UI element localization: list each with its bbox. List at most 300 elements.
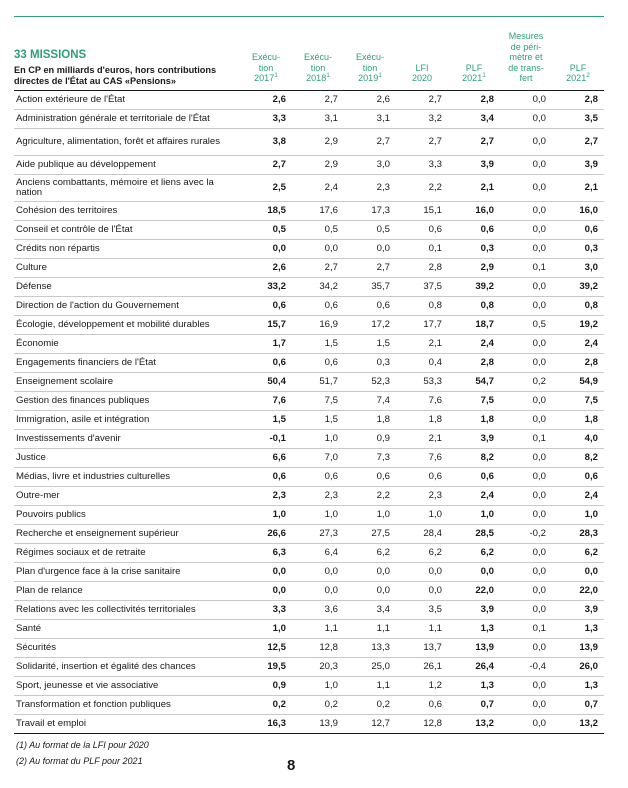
value-cell: 2,6: [240, 258, 292, 277]
value-cell: 6,4: [292, 543, 344, 562]
table-row: [14, 201, 604, 220]
column-label: Exécu- tion 2017: [251, 52, 280, 83]
value-cell: 2,3: [240, 486, 292, 505]
value-cell: 1,2: [396, 676, 448, 695]
table-row: [14, 109, 604, 128]
value-cell: 35,7: [344, 277, 396, 296]
value-cell: 0,3: [552, 239, 604, 258]
value-cell: 3,3: [396, 155, 448, 174]
column-header: [500, 22, 552, 90]
value-cell: 0,0: [500, 220, 552, 239]
value-cell: 0,0: [240, 581, 292, 600]
value-cell: 13,9: [552, 638, 604, 657]
value-cell: 6,2: [552, 543, 604, 562]
value-cell: 0,0: [500, 155, 552, 174]
value-cell: 0,0: [500, 543, 552, 562]
value-cell: 26,1: [396, 657, 448, 676]
value-cell: 2,7: [344, 128, 396, 155]
value-cell: 2,3: [396, 486, 448, 505]
mission-name: Recherche et enseignement supérieur: [14, 524, 240, 543]
value-cell: 12,7: [344, 714, 396, 733]
table-row: [14, 714, 604, 733]
value-cell: 3,1: [344, 109, 396, 128]
value-cell: 22,0: [448, 581, 500, 600]
value-cell: 2,4: [552, 334, 604, 353]
value-cell: 1,3: [448, 676, 500, 695]
mission-name: Anciens combattants, mémoire et liens avec la nation: [14, 174, 240, 201]
value-cell: 25,0: [344, 657, 396, 676]
value-cell: 1,0: [344, 505, 396, 524]
value-cell: 1,0: [552, 505, 604, 524]
value-cell: 0,0: [500, 353, 552, 372]
mission-name: Gestion des finances publiques: [14, 391, 240, 410]
value-cell: 2,8: [448, 90, 500, 109]
value-cell: 3,2: [396, 109, 448, 128]
value-cell: 0,0: [500, 334, 552, 353]
column-label: LFI 2020: [411, 62, 433, 83]
table-row: [14, 258, 604, 277]
column-header: [240, 22, 292, 90]
table-row: [14, 562, 604, 581]
value-cell: 2,6: [240, 90, 292, 109]
value-cell: 0,0: [500, 296, 552, 315]
value-cell: 2,7: [292, 258, 344, 277]
table-row: [14, 619, 604, 638]
value-cell: 0,0: [292, 562, 344, 581]
value-cell: -0,2: [500, 524, 552, 543]
value-cell: 1,5: [292, 334, 344, 353]
value-cell: 3,0: [552, 258, 604, 277]
page-number: 8: [287, 757, 296, 774]
value-cell: 2,7: [552, 128, 604, 155]
value-cell: 0,6: [552, 467, 604, 486]
value-cell: 0,6: [344, 296, 396, 315]
value-cell: 2,2: [344, 486, 396, 505]
value-cell: 0,0: [448, 562, 500, 581]
table-row: [14, 429, 604, 448]
table-row: [14, 638, 604, 657]
value-cell: 0,0: [292, 581, 344, 600]
column-label: Exécu- tion 2018: [303, 52, 332, 83]
value-cell: 0,0: [240, 562, 292, 581]
value-cell: 1,0: [292, 429, 344, 448]
footnote: (1) Au format de la LFI pour 2020: [16, 740, 149, 750]
missions-table: [14, 22, 604, 734]
value-cell: 0,2: [344, 695, 396, 714]
mission-name: Solidarité, insertion et égalité des chances: [14, 657, 240, 676]
value-cell: 0,0: [344, 239, 396, 258]
mission-name: Investissements d'avenir: [14, 429, 240, 448]
value-cell: 0,0: [500, 277, 552, 296]
table-row: [14, 543, 604, 562]
mission-name: Administration générale et territoriale de l'État: [14, 109, 240, 128]
value-cell: 13,2: [552, 714, 604, 733]
table-row: [14, 277, 604, 296]
value-cell: 28,5: [448, 524, 500, 543]
value-cell: 1,1: [292, 619, 344, 638]
value-cell: 8,2: [448, 448, 500, 467]
value-cell: 1,5: [292, 410, 344, 429]
mission-name: Écologie, développement et mobilité durables: [14, 315, 240, 334]
value-cell: 1,8: [552, 410, 604, 429]
value-cell: 54,9: [552, 372, 604, 391]
table-row: [14, 486, 604, 505]
value-cell: 0,0: [500, 410, 552, 429]
value-cell: 19,5: [240, 657, 292, 676]
value-cell: 28,4: [396, 524, 448, 543]
value-cell: 1,0: [240, 619, 292, 638]
mission-name: Crédits non répartis: [14, 239, 240, 258]
value-cell: 17,7: [396, 315, 448, 334]
column-footnote-mark: 1: [482, 72, 486, 79]
table-row: [14, 524, 604, 543]
value-cell: 3,3: [240, 109, 292, 128]
value-cell: 2,1: [552, 174, 604, 201]
value-cell: 0,0: [396, 562, 448, 581]
table-row: [14, 448, 604, 467]
mission-name: Plan de relance: [14, 581, 240, 600]
value-cell: 0,3: [448, 239, 500, 258]
value-cell: 3,5: [552, 109, 604, 128]
value-cell: 0,6: [240, 296, 292, 315]
value-cell: 2,8: [552, 353, 604, 372]
value-cell: 2,7: [292, 90, 344, 109]
value-cell: 0,0: [500, 109, 552, 128]
value-cell: 13,2: [448, 714, 500, 733]
value-cell: 17,2: [344, 315, 396, 334]
value-cell: 26,4: [448, 657, 500, 676]
table-row: [14, 220, 604, 239]
value-cell: 0,6: [396, 467, 448, 486]
value-cell: 0,0: [500, 581, 552, 600]
value-cell: 1,5: [240, 410, 292, 429]
column-header: [448, 22, 500, 90]
value-cell: 7,5: [448, 391, 500, 410]
value-cell: 2,1: [396, 429, 448, 448]
column-footnote-mark: 1: [326, 72, 330, 79]
mission-name: Agriculture, alimentation, forêt et affaires rurales: [14, 128, 240, 155]
table-row: [14, 410, 604, 429]
value-cell: 0,5: [500, 315, 552, 334]
value-cell: 0,1: [500, 619, 552, 638]
value-cell: 2,1: [448, 174, 500, 201]
value-cell: 0,9: [344, 429, 396, 448]
value-cell: 0,6: [396, 220, 448, 239]
value-cell: 27,3: [292, 524, 344, 543]
table-row: [14, 155, 604, 174]
value-cell: 51,7: [292, 372, 344, 391]
value-cell: 7,0: [292, 448, 344, 467]
mission-name: Régimes sociaux et de retraite: [14, 543, 240, 562]
mission-name: Sport, jeunesse et vie associative: [14, 676, 240, 695]
value-cell: 0,0: [500, 239, 552, 258]
value-cell: 1,1: [344, 619, 396, 638]
value-cell: 0,1: [396, 239, 448, 258]
value-cell: 16,9: [292, 315, 344, 334]
value-cell: 0,6: [396, 695, 448, 714]
value-cell: 1,0: [396, 505, 448, 524]
value-cell: 7,5: [292, 391, 344, 410]
value-cell: 3,6: [292, 600, 344, 619]
value-cell: 2,9: [292, 128, 344, 155]
value-cell: 1,0: [292, 505, 344, 524]
value-cell: 0,7: [552, 695, 604, 714]
value-cell: 6,2: [448, 543, 500, 562]
table-row: [14, 353, 604, 372]
value-cell: 15,1: [396, 201, 448, 220]
value-cell: 3,4: [448, 109, 500, 128]
value-cell: 6,3: [240, 543, 292, 562]
value-cell: 0,5: [292, 220, 344, 239]
column-footnote-mark: 2: [586, 72, 590, 79]
table-row: [14, 581, 604, 600]
value-cell: 0,0: [344, 581, 396, 600]
mission-name: Immigration, asile et intégration: [14, 410, 240, 429]
mission-name: Sécurités: [14, 638, 240, 657]
column-header: [396, 22, 448, 90]
table-row: [14, 174, 604, 201]
value-cell: 1,8: [344, 410, 396, 429]
value-cell: 2,7: [396, 128, 448, 155]
value-cell: 13,9: [292, 714, 344, 733]
value-cell: 2,8: [552, 90, 604, 109]
column-header: [344, 22, 396, 90]
table-row: [14, 676, 604, 695]
table-title: 33 MISSIONS: [14, 48, 87, 61]
value-cell: 2,3: [292, 486, 344, 505]
mission-name: Engagements financiers de l'État: [14, 353, 240, 372]
value-cell: 19,2: [552, 315, 604, 334]
value-cell: 0,0: [500, 714, 552, 733]
value-cell: -0,4: [500, 657, 552, 676]
mission-name: Économie: [14, 334, 240, 353]
mission-name: Action extérieure de l'État: [14, 90, 240, 109]
value-cell: 2,9: [292, 155, 344, 174]
value-cell: 12,5: [240, 638, 292, 657]
value-cell: 0,1: [500, 258, 552, 277]
table-header: [14, 22, 604, 90]
value-cell: 2,8: [448, 353, 500, 372]
mission-name: Pouvoirs publics: [14, 505, 240, 524]
column-header: [292, 22, 344, 90]
value-cell: 13,3: [344, 638, 396, 657]
column-label: Exécu- tion 2019: [355, 52, 384, 83]
value-cell: 1,7: [240, 334, 292, 353]
value-cell: 2,9: [448, 258, 500, 277]
value-cell: 0,0: [240, 239, 292, 258]
value-cell: 0,6: [292, 353, 344, 372]
value-cell: 1,3: [552, 619, 604, 638]
mission-name: Médias, livre et industries culturelles: [14, 467, 240, 486]
value-cell: 1,0: [240, 505, 292, 524]
table-row: [14, 296, 604, 315]
value-cell: 18,7: [448, 315, 500, 334]
value-cell: 0,6: [344, 467, 396, 486]
value-cell: 0,8: [448, 296, 500, 315]
value-cell: 13,7: [396, 638, 448, 657]
value-cell: 6,2: [396, 543, 448, 562]
table-row: [14, 391, 604, 410]
value-cell: 37,5: [396, 277, 448, 296]
mission-name: Travail et emploi: [14, 714, 240, 733]
value-cell: 50,4: [240, 372, 292, 391]
value-cell: 20,3: [292, 657, 344, 676]
value-cell: 18,5: [240, 201, 292, 220]
value-cell: -0,1: [240, 429, 292, 448]
value-cell: 0,0: [500, 90, 552, 109]
value-cell: 17,3: [344, 201, 396, 220]
mission-name: Plan d'urgence face à la crise sanitaire: [14, 562, 240, 581]
mission-name: Défense: [14, 277, 240, 296]
value-cell: 39,2: [552, 277, 604, 296]
value-cell: 0,0: [500, 467, 552, 486]
value-cell: 2,4: [552, 486, 604, 505]
mission-name: Aide publique au développement: [14, 155, 240, 174]
value-cell: 2,7: [396, 90, 448, 109]
value-cell: 2,1: [396, 334, 448, 353]
value-cell: 52,3: [344, 372, 396, 391]
value-cell: 3,1: [292, 109, 344, 128]
value-cell: 3,0: [344, 155, 396, 174]
value-cell: 22,0: [552, 581, 604, 600]
value-cell: 1,0: [448, 505, 500, 524]
value-cell: 0,0: [500, 486, 552, 505]
mission-name: Transformation et fonction publiques: [14, 695, 240, 714]
value-cell: 15,7: [240, 315, 292, 334]
table-row: [14, 128, 604, 155]
value-cell: 0,0: [500, 562, 552, 581]
value-cell: 12,8: [396, 714, 448, 733]
value-cell: 34,2: [292, 277, 344, 296]
mission-name: Outre-mer: [14, 486, 240, 505]
value-cell: 0,0: [500, 638, 552, 657]
table-title-cell: [14, 22, 240, 90]
table-row: [14, 239, 604, 258]
value-cell: 6,6: [240, 448, 292, 467]
footnotes: [16, 737, 149, 769]
value-cell: 0,0: [500, 676, 552, 695]
table-body: [14, 90, 604, 733]
value-cell: 2,4: [448, 486, 500, 505]
column-label: PLF 2021: [566, 62, 587, 83]
value-cell: 0,0: [344, 562, 396, 581]
value-cell: 16,3: [240, 714, 292, 733]
value-cell: 0,2: [500, 372, 552, 391]
value-cell: 3,5: [396, 600, 448, 619]
value-cell: 26,0: [552, 657, 604, 676]
value-cell: 2,5: [240, 174, 292, 201]
table-row: [14, 467, 604, 486]
value-cell: 33,2: [240, 277, 292, 296]
value-cell: 2,4: [292, 174, 344, 201]
value-cell: 0,2: [240, 695, 292, 714]
mission-name: Culture: [14, 258, 240, 277]
top-rule: [14, 16, 604, 17]
value-cell: 3,8: [240, 128, 292, 155]
table-row: [14, 315, 604, 334]
value-cell: 0,6: [240, 467, 292, 486]
value-cell: 3,9: [448, 155, 500, 174]
value-cell: 2,3: [344, 174, 396, 201]
table-row: [14, 334, 604, 353]
value-cell: 0,0: [500, 505, 552, 524]
value-cell: 8,2: [552, 448, 604, 467]
value-cell: 3,9: [448, 429, 500, 448]
value-cell: 16,0: [448, 201, 500, 220]
value-cell: 0,0: [292, 239, 344, 258]
table-row: [14, 372, 604, 391]
value-cell: 0,0: [500, 174, 552, 201]
value-cell: 0,8: [396, 296, 448, 315]
value-cell: 3,9: [552, 155, 604, 174]
value-cell: 6,2: [344, 543, 396, 562]
value-cell: 53,3: [396, 372, 448, 391]
table-row: [14, 657, 604, 676]
value-cell: 13,9: [448, 638, 500, 657]
value-cell: 27,5: [344, 524, 396, 543]
table-subtitle: En CP en milliards d'euros, hors contributions directes de l'État au CAS «Pensions»: [14, 64, 217, 86]
value-cell: 4,0: [552, 429, 604, 448]
value-cell: 1,1: [396, 619, 448, 638]
value-cell: 54,7: [448, 372, 500, 391]
value-cell: 2,8: [396, 258, 448, 277]
value-cell: 1,1: [344, 676, 396, 695]
mission-name: Conseil et contrôle de l'État: [14, 220, 240, 239]
value-cell: 2,4: [448, 334, 500, 353]
value-cell: 3,9: [448, 600, 500, 619]
value-cell: 7,3: [344, 448, 396, 467]
table-row: [14, 90, 604, 109]
value-cell: 0,6: [240, 353, 292, 372]
value-cell: 3,3: [240, 600, 292, 619]
value-cell: 0,0: [500, 391, 552, 410]
mission-name: Justice: [14, 448, 240, 467]
value-cell: 7,6: [396, 448, 448, 467]
value-cell: 0,4: [396, 353, 448, 372]
column-label: PLF 2021: [462, 62, 483, 83]
value-cell: 28,3: [552, 524, 604, 543]
column-footnote-mark: 1: [274, 72, 278, 79]
value-cell: 0,0: [500, 695, 552, 714]
value-cell: 0,8: [552, 296, 604, 315]
value-cell: 0,1: [500, 429, 552, 448]
value-cell: 0,0: [500, 448, 552, 467]
value-cell: 0,0: [500, 201, 552, 220]
value-cell: 0,5: [344, 220, 396, 239]
value-cell: 2,7: [448, 128, 500, 155]
table-row: [14, 695, 604, 714]
value-cell: 3,4: [344, 600, 396, 619]
value-cell: 0,6: [448, 467, 500, 486]
value-cell: 26,6: [240, 524, 292, 543]
value-cell: 7,4: [344, 391, 396, 410]
value-cell: 1,8: [396, 410, 448, 429]
table-row: [14, 505, 604, 524]
value-cell: 3,9: [552, 600, 604, 619]
value-cell: 0,6: [292, 296, 344, 315]
mission-name: Enseignement scolaire: [14, 372, 240, 391]
value-cell: 0,0: [500, 128, 552, 155]
column-header: [552, 22, 604, 90]
value-cell: 1,0: [292, 676, 344, 695]
value-cell: 0,3: [344, 353, 396, 372]
value-cell: 0,0: [396, 581, 448, 600]
column-footnote-mark: 1: [378, 72, 382, 79]
value-cell: 16,0: [552, 201, 604, 220]
value-cell: 0,5: [240, 220, 292, 239]
value-cell: 0,0: [500, 600, 552, 619]
value-cell: 1,3: [448, 619, 500, 638]
